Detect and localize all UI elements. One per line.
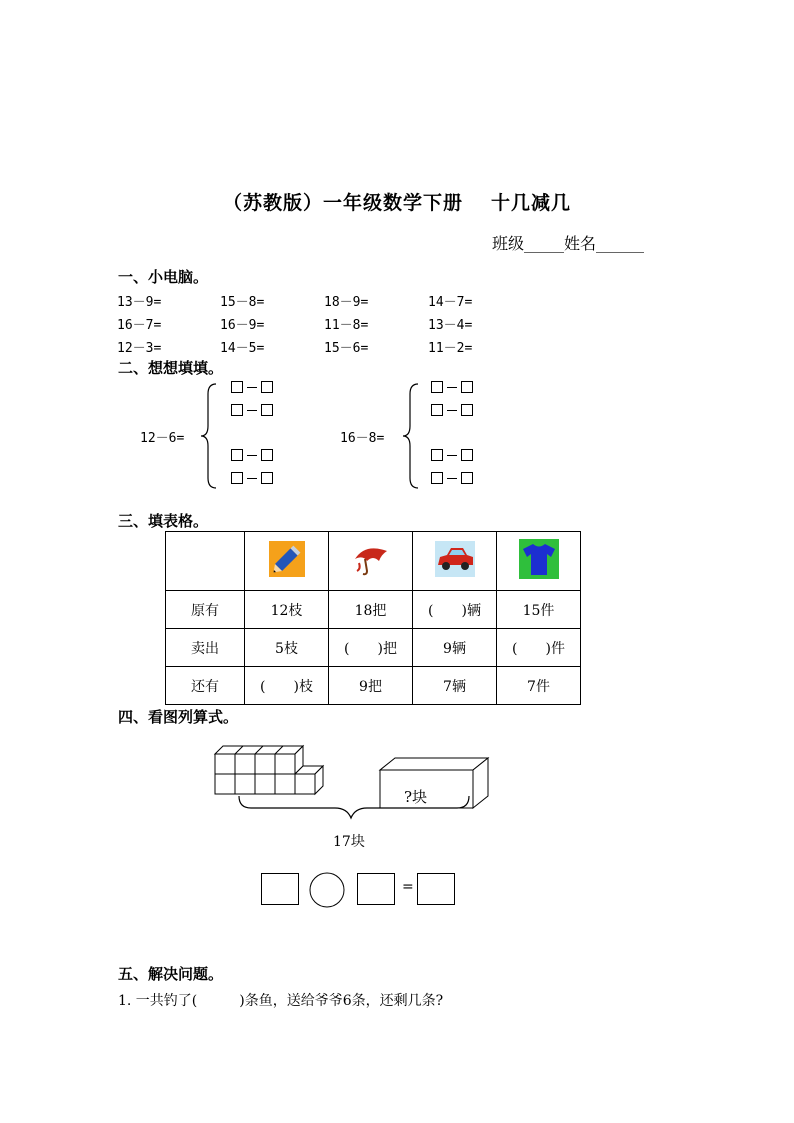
table-cell: 9把 <box>329 667 413 705</box>
table-cell: 9辆 <box>413 629 497 667</box>
answer-box[interactable] <box>461 472 473 484</box>
page-title <box>0 188 794 215</box>
blank-pair <box>431 404 473 416</box>
left-brace <box>198 382 220 490</box>
answer-box[interactable] <box>261 873 299 905</box>
section4-heading: 四、看图列算式。 <box>118 708 239 726</box>
blank-pair <box>431 381 473 393</box>
row-label: 还有 <box>166 667 245 705</box>
answer-box[interactable] <box>357 873 395 905</box>
answer-box[interactable] <box>261 381 273 393</box>
umbrella-icon <box>351 541 391 577</box>
table-row <box>166 629 581 667</box>
equation: 13－9= <box>117 295 162 310</box>
blank-pair <box>231 472 273 484</box>
split-equation-right: 16－8= <box>340 431 385 446</box>
section2-heading: 二、想想填填。 <box>118 359 224 377</box>
table-cell-blank[interactable]: ( )枝 <box>245 667 329 705</box>
operator-circle[interactable] <box>308 871 346 909</box>
blank-pair <box>231 381 273 393</box>
table-cell: 7辆 <box>413 667 497 705</box>
equation: 14－5= <box>220 341 265 356</box>
table-cell: 7件 <box>497 667 581 705</box>
table-cell-blank[interactable]: ( )件 <box>497 629 581 667</box>
equation: 16－7= <box>117 318 162 333</box>
equation: 11－8= <box>324 318 369 333</box>
title-main: （苏教版）一年级数学下册 <box>222 192 463 214</box>
pencil-icon <box>269 541 305 577</box>
equation: 13－4= <box>428 318 473 333</box>
car-icon <box>435 541 475 577</box>
shirt-icon <box>519 539 559 579</box>
equation: 16－9= <box>220 318 265 333</box>
title-topic: 十几减几 <box>491 192 572 214</box>
table-cell-blank[interactable]: ( )把 <box>329 629 413 667</box>
answer-box[interactable] <box>231 381 243 393</box>
answer-box[interactable] <box>261 472 273 484</box>
word-problem-1: 1. 一共钓了( )条鱼，送给爷爷6条，还剩几条? <box>118 993 444 1009</box>
split-equation-left: 12－6= <box>140 431 185 446</box>
row-label: 原有 <box>166 591 245 629</box>
answer-box[interactable] <box>231 472 243 484</box>
table-cell: 5枝 <box>245 629 329 667</box>
table-corner-cell <box>166 532 245 591</box>
answer-box[interactable] <box>461 404 473 416</box>
blank-pair <box>431 449 473 461</box>
table-row <box>166 667 581 705</box>
table-header-cell <box>245 532 329 591</box>
answer-box[interactable] <box>261 404 273 416</box>
equation: 18－9= <box>324 295 369 310</box>
section1-heading: 一、小电脑。 <box>118 268 209 286</box>
table-header-cell <box>497 532 581 591</box>
answer-box[interactable] <box>417 873 455 905</box>
answer-box[interactable] <box>431 404 443 416</box>
equation: 14－7= <box>428 295 473 310</box>
equation: 11－2= <box>428 341 473 356</box>
unknown-blocks-label: ?块 <box>404 788 428 806</box>
blank-pair <box>231 449 273 461</box>
answer-box[interactable] <box>431 449 443 461</box>
answer-box[interactable] <box>231 404 243 416</box>
class-name-line: 班级_____姓名______ <box>492 234 645 253</box>
inventory-table <box>165 531 581 705</box>
table-cell-blank[interactable]: ( )辆 <box>413 591 497 629</box>
equation: 15－8= <box>220 295 265 310</box>
row-label: 卖出 <box>166 629 245 667</box>
equation: 15－6= <box>324 341 369 356</box>
equation: 12－3= <box>117 341 162 356</box>
total-blocks-label: 17块 <box>333 834 365 850</box>
section3-heading: 三、填表格。 <box>118 512 209 530</box>
blank-pair <box>431 472 473 484</box>
table-header-cell <box>329 532 413 591</box>
table-cell: 18把 <box>329 591 413 629</box>
answer-box[interactable] <box>431 472 443 484</box>
answer-box[interactable] <box>461 381 473 393</box>
section5-heading: 五、解决问题。 <box>118 965 224 983</box>
table-cell: 12枝 <box>245 591 329 629</box>
table-row <box>166 591 581 629</box>
answer-box[interactable] <box>431 381 443 393</box>
answer-box[interactable] <box>461 449 473 461</box>
blank-pair <box>231 404 273 416</box>
answer-box[interactable] <box>261 449 273 461</box>
equals-sign: = <box>402 879 414 895</box>
table-header-cell <box>413 532 497 591</box>
answer-box[interactable] <box>231 449 243 461</box>
right-brace <box>400 382 422 490</box>
table-cell: 15件 <box>497 591 581 629</box>
